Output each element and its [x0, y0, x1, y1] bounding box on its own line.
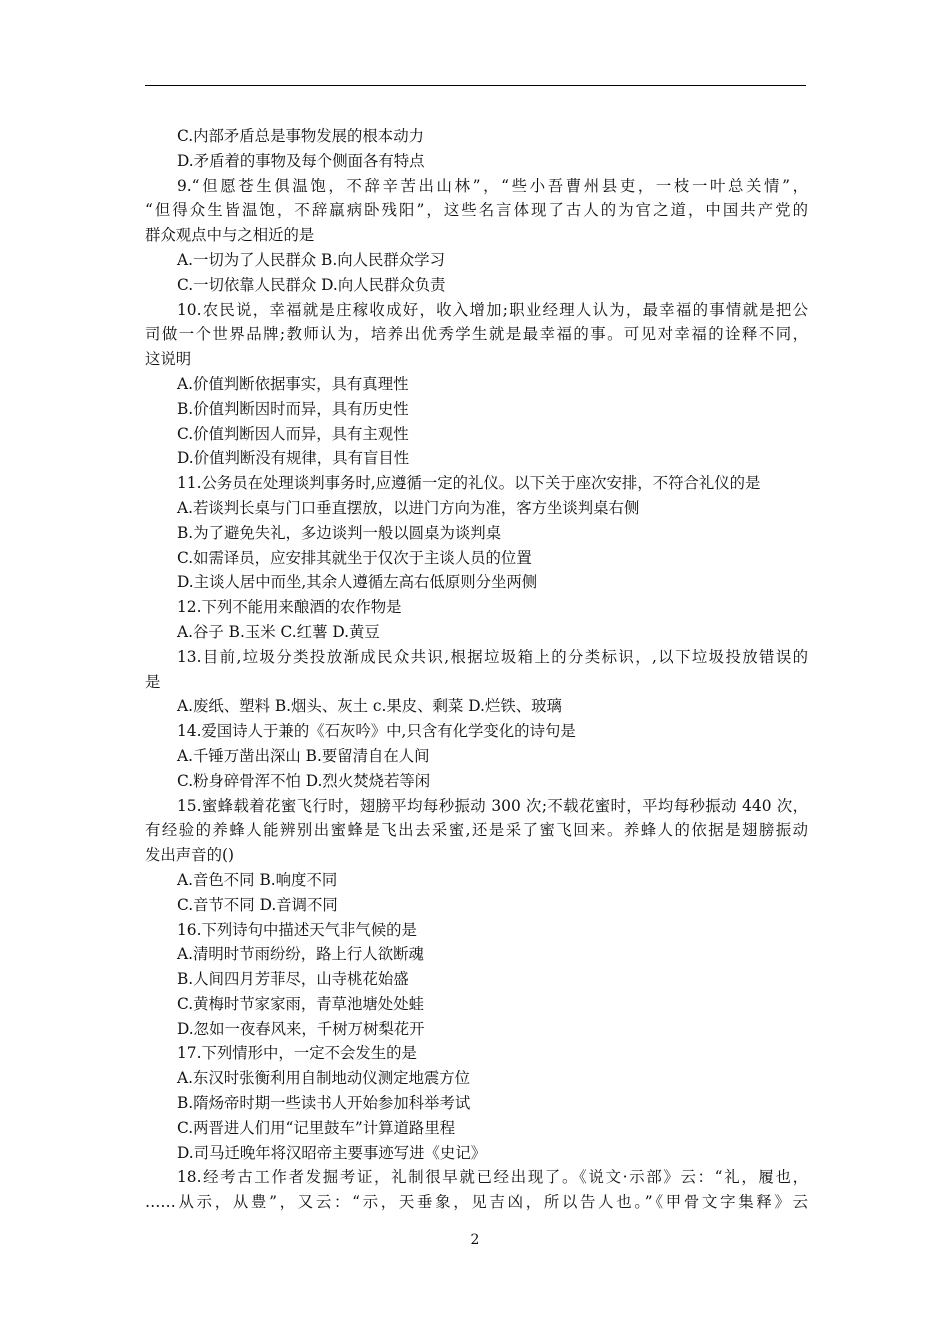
text-line: 16.下列诗句中描述天气非气候的是: [177, 920, 417, 939]
text-line: C.两晋进人们用“记里鼓车”计算道路里程: [177, 1118, 456, 1137]
text-line: C.黄梅时节家家雨，青草池塘处处蛙: [177, 994, 424, 1013]
text-line: C.如需译员，应安排其就坐于仅次于主谈人员的位置: [177, 548, 532, 567]
text-line: D.矛盾着的事物及每个侧面各有特点: [177, 151, 425, 170]
text-line: 是: [145, 672, 161, 691]
text-line: D.忽如一夜春风来，千树万树梨花开: [177, 1019, 425, 1038]
text-line: A.清明时节雨纷纷，路上行人欲断魂: [177, 945, 424, 964]
text-line: 11.公务员在处理谈判事务时,应遵循一定的礼仪。以下关于座次安排，不符合礼仪的是: [177, 474, 761, 493]
text-line: 10.农民说，幸福就是庄稼收成好，收入增加;职业经理人认为，最幸福的事情就是把公: [177, 300, 808, 319]
text-line: D.价值判断没有规律，具有盲目性: [177, 449, 410, 468]
text-line: A.一切为了人民群众 B.向人民群众学习: [177, 250, 445, 269]
document-body: [145, 124, 808, 1215]
text-line: D.司马迁晚年将汉昭帝主要事迹写进《史记》: [177, 1143, 487, 1162]
text-line: A.价值判断依据事实，具有真理性: [177, 374, 409, 393]
text-line: 这说明: [145, 350, 192, 369]
text-line: 13.目前,垃圾分类投放渐成民众共识,根据垃圾箱上的分类标识，,以下垃圾投放错误的: [177, 647, 808, 666]
text-line: A.若谈判长桌与门口垂直摆放，以进门方向为准，客方坐谈判桌右侧: [177, 498, 640, 517]
text-line: 17.下列情形中，一定不会发生的是: [177, 1044, 417, 1063]
text-line: 18.经考古工作者发掘考证，礼制很早就已经出现了。《说文·示部》云：“礼，履也，: [177, 1168, 808, 1187]
text-line: 12.下列不能用来酿酒的农作物是: [177, 598, 402, 617]
text-line: 发出声音的(): [145, 846, 234, 865]
text-line: C.一切依靠人民群众 D.向人民群众负责: [177, 275, 446, 294]
text-line: 15.蜜蜂载着花蜜飞行时，翅膀平均每秒振动 300 次;不载花蜜时，平均每秒振动 440 次，: [177, 796, 808, 815]
text-line: C.粉身碎骨浑不怕 D.烈火焚烧若等闲: [177, 771, 431, 790]
text-line: A.废纸、塑料 B.烟头、灰土 c.果皮、剩菜 D.烂铁、玻璃: [177, 697, 562, 716]
text-line: “但得众生皆温饱，不辞羸病卧残阳”，这些名言体现了古人的为官之道，中国共产党的: [145, 201, 808, 220]
text-line: B.人间四月芳菲尽，山寺桃花始盛: [177, 970, 409, 989]
text-line: B.为了避免失礼，多边谈判一般以圆桌为谈判桌: [177, 523, 502, 542]
text-line: C.内部矛盾总是事物发展的根本动力: [177, 127, 424, 145]
text-line: A.谷子 B.玉米 C.红薯 D.黄豆: [177, 622, 380, 641]
text-line: 9.“但愿苍生俱温饱，不辞辛苦出山林”，“些小吾曹州县吏，一枝一叶总关情”，: [177, 176, 808, 195]
text-line: C.价值判断因人而异，具有主观性: [177, 424, 409, 443]
text-line: A.千锤万凿出深山 B.要留清自在人间: [177, 746, 430, 765]
text-line: A.音色不同 B.响度不同: [177, 870, 338, 889]
text-line: 14.爱国诗人于兼的《石灰吟》中,只含有化学变化的诗句是: [177, 722, 576, 741]
text-line: ……从示，从豊”，又云：“示，天垂象，见吉凶，所以告人也。”《甲骨文字集释》云: [145, 1193, 808, 1212]
text-line: C.音节不同 D.音调不同: [177, 895, 338, 914]
header-rule: [145, 85, 806, 86]
page-number: 2: [470, 1232, 480, 1248]
text-line: 群众观点中与之相近的是: [145, 226, 315, 245]
text-line: D.主谈人居中而坐,其余人遵循左高右低原则分坐两侧: [177, 573, 538, 592]
text-line: A.东汉时张衡利用自制地动仪测定地震方位: [177, 1069, 471, 1088]
text-line: 司做一个世界品牌;教师认为，培养出优秀学生就是最幸福的事。可见对幸福的诠释不同，: [145, 325, 808, 344]
text-line: B.价值判断因时而异，具有历史性: [177, 399, 409, 418]
text-line: 有经验的养蜂人能辨别出蜜蜂是飞出去采蜜,还是采了蜜飞回来。养蜂人的依据是翅膀振动: [145, 821, 808, 840]
text-line: B.隋炀帝时期一些读书人开始参加科举考试: [177, 1094, 471, 1113]
